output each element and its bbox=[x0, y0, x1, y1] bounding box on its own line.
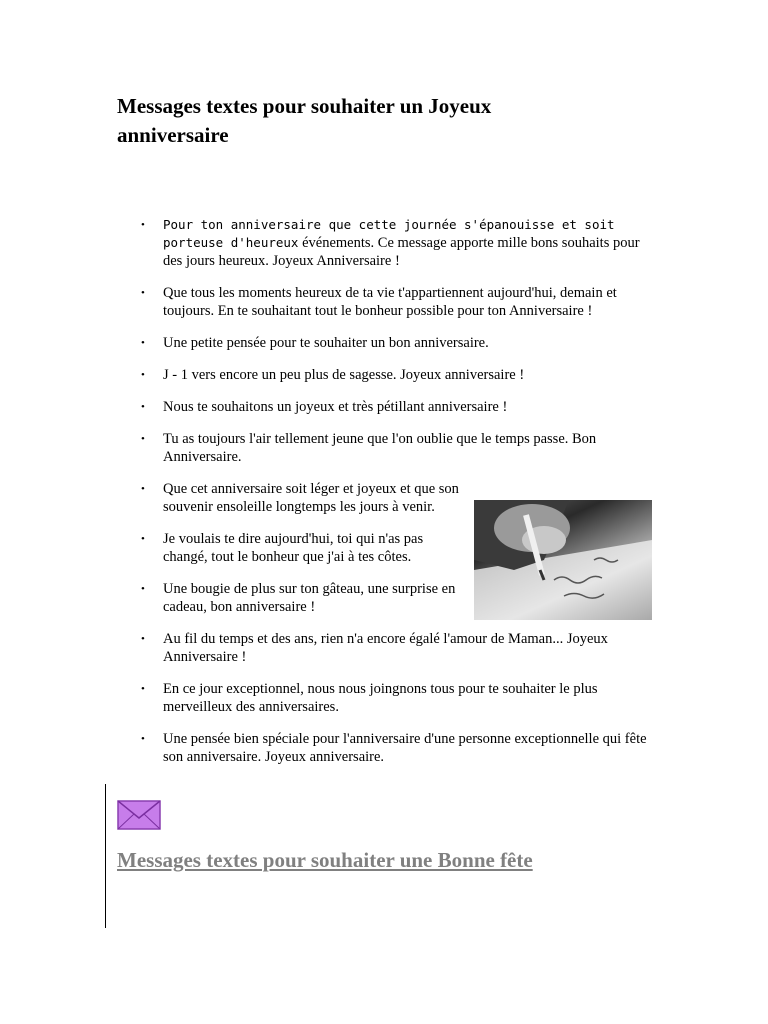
list-item bbox=[117, 430, 657, 466]
list-item bbox=[117, 398, 657, 416]
message-text: Tu as toujours l'air tellement jeune que l'on oublie que le temps passe. Bon Anniversaire. bbox=[163, 431, 597, 465]
message-text: Au fil du temps et des ans, rien n'a encore égalé l'amour de Maman... Joyeux Anniversaire ! bbox=[163, 631, 608, 665]
message-text: Pour ton anniversaire que cette journée s'épanouisse et soit porteuse d'heureux bbox=[163, 217, 615, 250]
message-text: Une petite pensée pour te souhaiter un bon anniversaire. bbox=[163, 335, 489, 351]
bullet: • bbox=[141, 733, 145, 745]
bullet: • bbox=[141, 533, 145, 545]
bullet: • bbox=[141, 633, 145, 645]
writing-hand-photo bbox=[474, 500, 652, 620]
bullet: • bbox=[141, 337, 145, 349]
list-item bbox=[117, 284, 657, 320]
list-item bbox=[117, 216, 657, 270]
bonne-fete-section-link[interactable]: Messages textes pour souhaiter une Bonne fête bbox=[117, 848, 533, 872]
list-item bbox=[117, 680, 657, 716]
list-item bbox=[117, 730, 657, 766]
bullet: • bbox=[141, 683, 145, 695]
left-margin-line bbox=[105, 784, 106, 928]
bullet: • bbox=[141, 287, 145, 299]
bullet: • bbox=[141, 369, 145, 381]
list-item bbox=[117, 630, 657, 666]
message-text: Que cet anniversaire soit léger et joyeux et que son souvenir ensoleille longtemps les jours à venir. bbox=[163, 481, 459, 515]
message-text: J - 1 vers encore un peu plus de sagesse. Joyeux anniversaire ! bbox=[163, 367, 525, 383]
message-text: Une pensée bien spéciale pour l'anniversaire d'une personne exceptionnelle qui fête son anniversaire. Joyeux anniversaire. bbox=[163, 731, 647, 765]
message-text: Que tous les moments heureux de ta vie t'appartiennent aujourd'hui, demain et toujours. En te souhaitant tout le bonheur possible pour ton Anniversaire ! bbox=[163, 285, 617, 319]
envelope-icon bbox=[117, 800, 161, 830]
message-text: événements. Ce message apporte mille bons souhaits pour des jours heureux. Joyeux Anniversaire ! bbox=[163, 235, 640, 269]
message-text: Je voulais te dire aujourd'hui, toi qui n'as pas changé, tout le bonheur que j'ai à tes côtes. bbox=[163, 531, 424, 565]
page-title: Messages textes pour souhaiter un Joyeux anniversaire bbox=[117, 94, 492, 147]
message-text: Nous te souhaitons un joyeux et très pétillant anniversaire ! bbox=[163, 399, 508, 415]
message-text: En ce jour exceptionnel, nous nous joingnons tous pour te souhaiter le plus merveilleux des anniversaires. bbox=[163, 681, 598, 715]
bullet: • bbox=[141, 219, 145, 231]
list-item bbox=[117, 334, 657, 352]
message-list bbox=[117, 216, 657, 780]
list-item bbox=[117, 366, 657, 384]
bullet: • bbox=[141, 583, 145, 595]
bullet: • bbox=[141, 433, 145, 445]
pen-writing-icon bbox=[474, 500, 652, 620]
message-text: Une bougie de plus sur ton gâteau, une surprise en cadeau, bon anniversaire ! bbox=[163, 581, 456, 615]
bullet: • bbox=[141, 401, 145, 413]
bullet: • bbox=[141, 483, 145, 495]
